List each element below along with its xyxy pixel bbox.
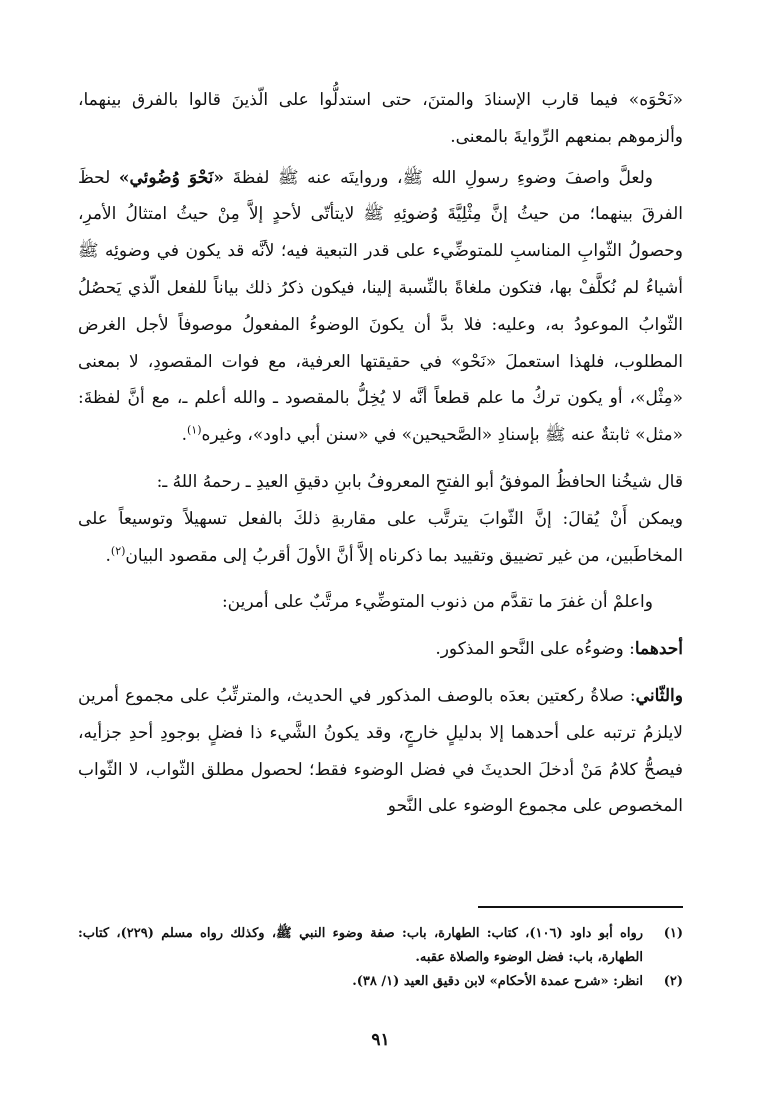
paragraph-3 xyxy=(78,464,683,501)
paragraph-1-text: «نَحْوَه» فيما قارب الإسنادَ والمتنَ، حتى استدلُّوا على الّذينَ قالوا بالفرق بينهما، وألزموهم بمنعهم الرِّوايةَ بالمعنى. xyxy=(78,90,683,147)
paragraph-2-end: . xyxy=(181,425,187,446)
footnote-text: انظر: «شرح عمدة الأحكام» لابن دقيق العيد (١/ ٣٨). xyxy=(352,974,643,989)
footnote-number: (٢) xyxy=(663,974,683,989)
paragraph-2-text-rest: لحظَ الفرقَ بينهما؛ من حيثُ إنَّ مِثْلِيَّةَ وُضوئِهِ ﷺ لايتأتّى لأحدٍ إلاَّ مِنْ حيثُ امتثالُ الأمرِ، وحصولُ الثّوابِ المناسبِ للمتوضِّيء على قدر التبعية فيه؛ لأنَّه قد يكون في وضوئِه ﷺ أشياءُ لم نُكلَّفْ بها، فتكون ملغاةً بالنِّسبة إلينا، فيكون ذكرُ ذلك بياناً للفعل الّذي يَحصُلُ الثّوابُ الموعودُ به، وعليه: فلا بدَّ أن يكونَ الوضوءُ المفعولُ موصوفاً لأجل الغرض المطلوب، فلهذا استعملَ «نَحْو» في حقيقتها العرفية، مع فوات المقصودِ، لا بمعنى «مِثْل»، أو يكون تركُ ما علم قطعاً أنَّه لا يُخِلُّ بالمقصود ـ والله أعلم ـ، مع أنَّ لفظةَ: «مثل» ثابتةٌ عنه ﷺ بإسنادِ «الصَّحيحين» في «سنن أبي داود»، وغيره xyxy=(78,167,683,446)
first-item-label: أحدهما xyxy=(634,639,683,660)
paragraph-5 xyxy=(78,584,683,621)
paragraph-1 xyxy=(78,82,683,156)
footnotes xyxy=(78,922,683,994)
paragraph-7 xyxy=(78,678,683,825)
footnote-ref-2: (٢) xyxy=(110,543,126,557)
paragraph-2 xyxy=(78,160,683,454)
footnote-number: (١) xyxy=(663,926,683,941)
quoted-phrase: «نَحْوَ وُضُوئي» xyxy=(118,167,225,188)
paragraph-5-text: واعلمْ أن غفرَ ما تقدَّم من ذنوب المتوضِّيء مرتَّبٌ على أمرين: xyxy=(221,592,653,613)
footnote-item xyxy=(78,922,683,970)
footnote-divider xyxy=(478,906,683,908)
second-item-text: : صلاةُ ركعتين بعدَه بالوصف المذكور في الحديث، والمترتِّبُ على مجموع أمرين لايلزمُ ترتبه على أحدهما إلا بدليلٍ خارجٍ، وقد يكونُ الشَّيء ذا فضلٍ بوجودِ أحدِ جزأيه، فيصحُّ كلامُ مَنْ أدخلَ الحديثَ في فضل الوضوء فقط؛ لحصول مطلق الثّواب، لا الثّواب المخصوص على مجموع الوضوء على النَّحو xyxy=(78,685,683,817)
main-text xyxy=(78,82,683,825)
footnote-item xyxy=(78,970,683,994)
second-item-label: والثّاني xyxy=(635,685,683,706)
paragraph-2-text-start: ولعلَّ واصفَ وضوءِ رسولِ الله ﷺ، وروايتَه عنه ﷺ لفظةَ xyxy=(224,167,654,188)
footnote-text: رواه أبو داود (١٠٦)، كتاب: الطهارة، باب: صفة وضوء النبي ﷺ، وكذلك رواه مسلم (٢٢٩)، كتاب: الطهارة، باب: فضل الوضوء والصلاة عقبه. xyxy=(78,926,644,965)
paragraph-4-text: ويمكن أَنْ يُقالَ: إنَّ الثّوابَ يترتَّب على مقاربةِ ذلكَ بالفعل تسهيلاً وتوسيعاً على المخاطَبين، من غير تضييق وتقييد بما ذكرناه إلاَّ أنَّ الأولَ أقربُ إلى مقصود البيان xyxy=(78,508,683,566)
footnote-ref-1: (١) xyxy=(186,423,202,437)
paragraph-4-end: . xyxy=(105,545,111,566)
paragraph-6 xyxy=(78,631,683,668)
paragraph-3-text: قال شيخُنا الحافظُ الموفقُ أبو الفتحِ المعروفُ بابنِ دقيقِ العيدِ ـ رحمهُ اللهُ ـ: xyxy=(156,471,683,492)
first-item-text: : وضوءُه على النَّحو المذكور. xyxy=(435,639,635,660)
page-number: ٩١ xyxy=(371,1030,390,1050)
paragraph-4 xyxy=(78,501,683,575)
